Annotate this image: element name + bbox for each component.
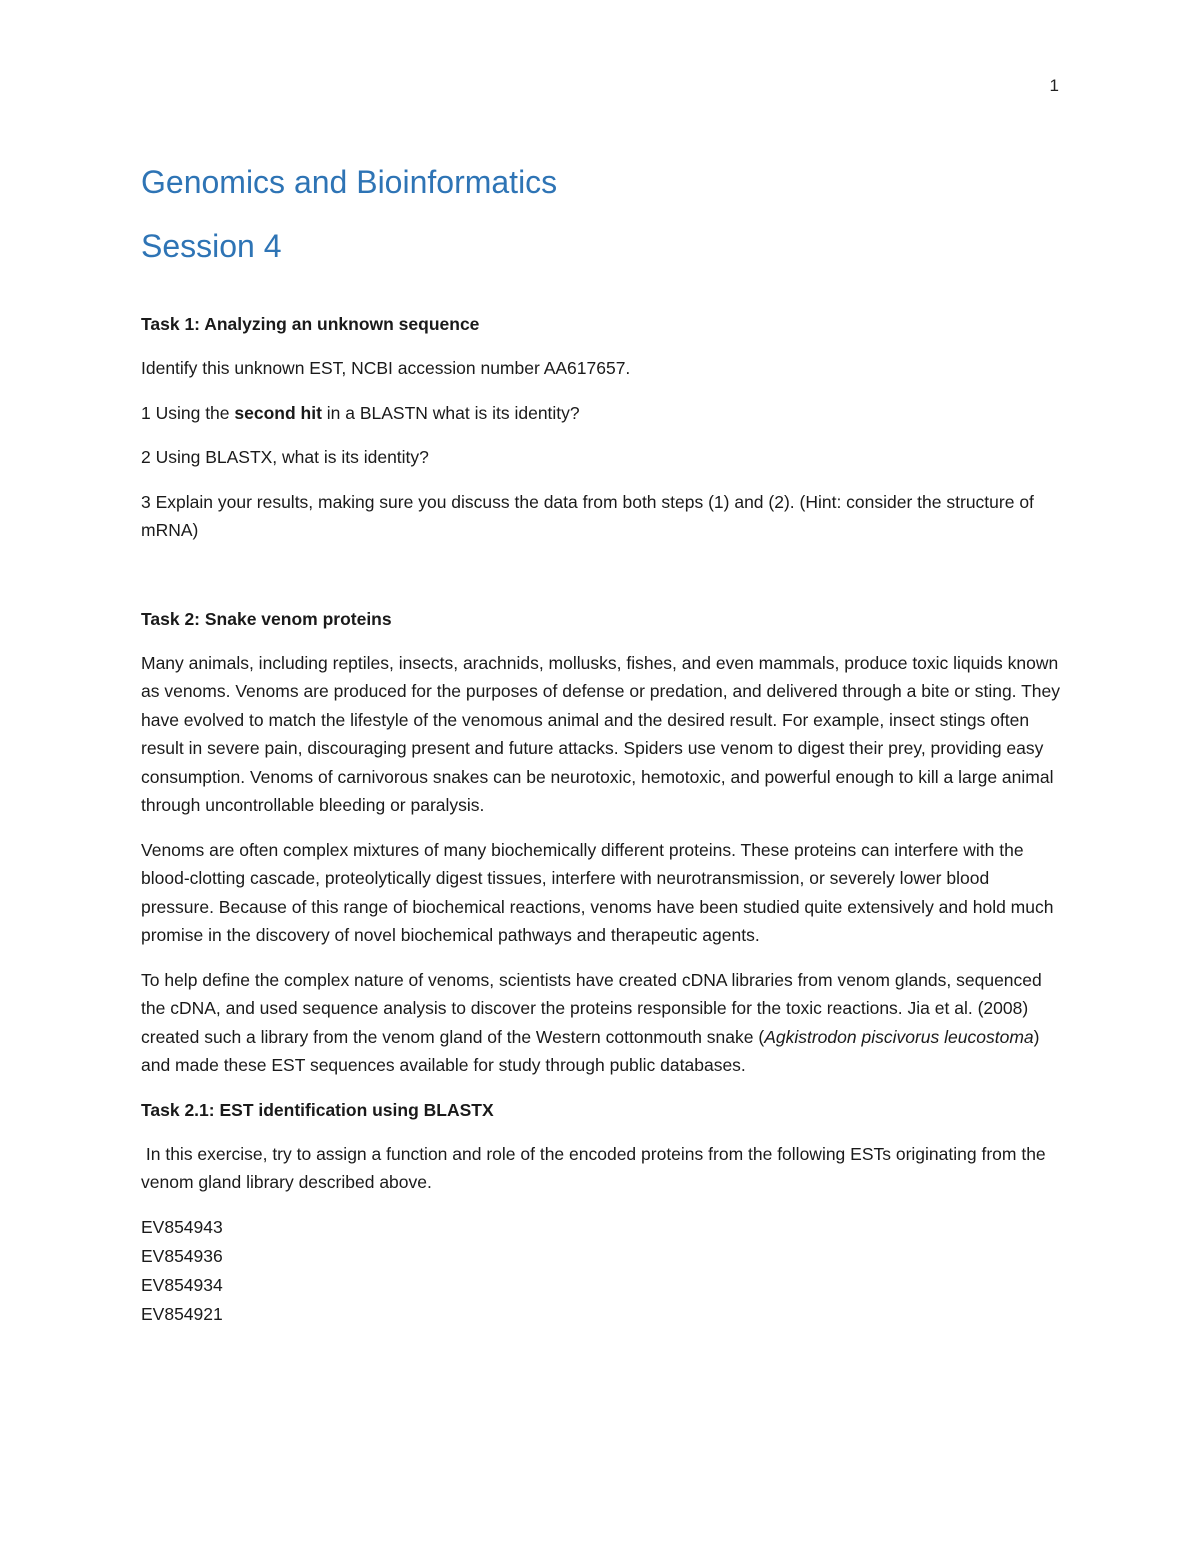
task2-1-heading: Task 2.1: EST identification using BLASTX [141, 1099, 494, 1120]
task1-q1-pre: 1 Using the [141, 402, 235, 423]
task2-p3-pre: To help define the complex nature of venoms, scientists have created cDNA libraries from venom glands, sequenced the cDNA, and used sequence analysis to discover the proteins responsible for the toxic reactions. Jia et al. (2008) created such a library from the venom gland of the Western cottonmouth snake ( [141, 969, 1042, 1047]
document-title: Genomics and Bioinformatics [141, 164, 558, 200]
page-number: 1 [1049, 76, 1059, 95]
task1-question-1 [141, 399, 1061, 428]
task2-heading: Task 2: Snake venom proteins [141, 608, 392, 629]
task1-q1-post: in a BLASTN what is its identity? [321, 402, 580, 423]
est-item: EV854943 [141, 1216, 223, 1237]
est-item: EV854934 [141, 1274, 223, 1295]
task2-paragraph-2: Venoms are often complex mixtures of many biochemically different proteins. These proteins can interfere with the blood-clotting cascade, proteolytically digest tissues, interfere with neurotransmission, or severely lower blood pressure. Because of this range of biochemical reactions, venoms have been studied quite extensively and hold much promise in the discovery of novel biochemical pathways and therapeutic agents. [141, 839, 1054, 945]
est-list [141, 1213, 1061, 1329]
task1-intro: Identify this unknown EST, NCBI accession number AA617657. [141, 358, 631, 378]
est-item: EV854936 [141, 1245, 223, 1266]
session-title: Session 4 [141, 228, 282, 264]
task2-p3-post: ) and made these EST sequences available for study through public databases. [141, 1026, 1040, 1075]
task1-q1-bold: second hit [234, 402, 322, 423]
task2-paragraph-1: Many animals, including reptiles, insects, arachnids, mollusks, fishes, and even mammals, produce toxic liquids known as venoms. Venoms are produced for the purposes of defense or predation, and delivered through a bite or sting. They have evolved to match the lifestyle of the venomous animal and the desired result. For example, insect stings often result in severe pain, discouraging present and future attacks. Spiders use venom to digest their prey, providing easy consumption. Venoms of carnivorous snakes can be neurotoxic, hemotoxic, and powerful enough to kill a large animal through uncontrollable bleeding or paralysis. [141, 652, 1060, 815]
document-body [141, 160, 1061, 1329]
task2-1-intro: In this exercise, try to assign a function and role of the encoded proteins from the following ESTs originating from the venom gland library described above. [141, 1143, 1051, 1192]
task1-question-2: 2 Using BLASTX, what is its identity? [141, 447, 429, 467]
task1-heading: Task 1: Analyzing an unknown sequence [141, 314, 480, 334]
task1-question-3: 3 Explain your results, making sure you discuss the data from both steps (1) and (2). (Hint: consider the structure of mRNA) [141, 491, 1034, 540]
species-name: Agkistrodon piscivorus leucostoma [764, 1026, 1034, 1047]
est-item: EV854921 [141, 1303, 223, 1324]
task2-paragraph-3 [141, 966, 1061, 1080]
